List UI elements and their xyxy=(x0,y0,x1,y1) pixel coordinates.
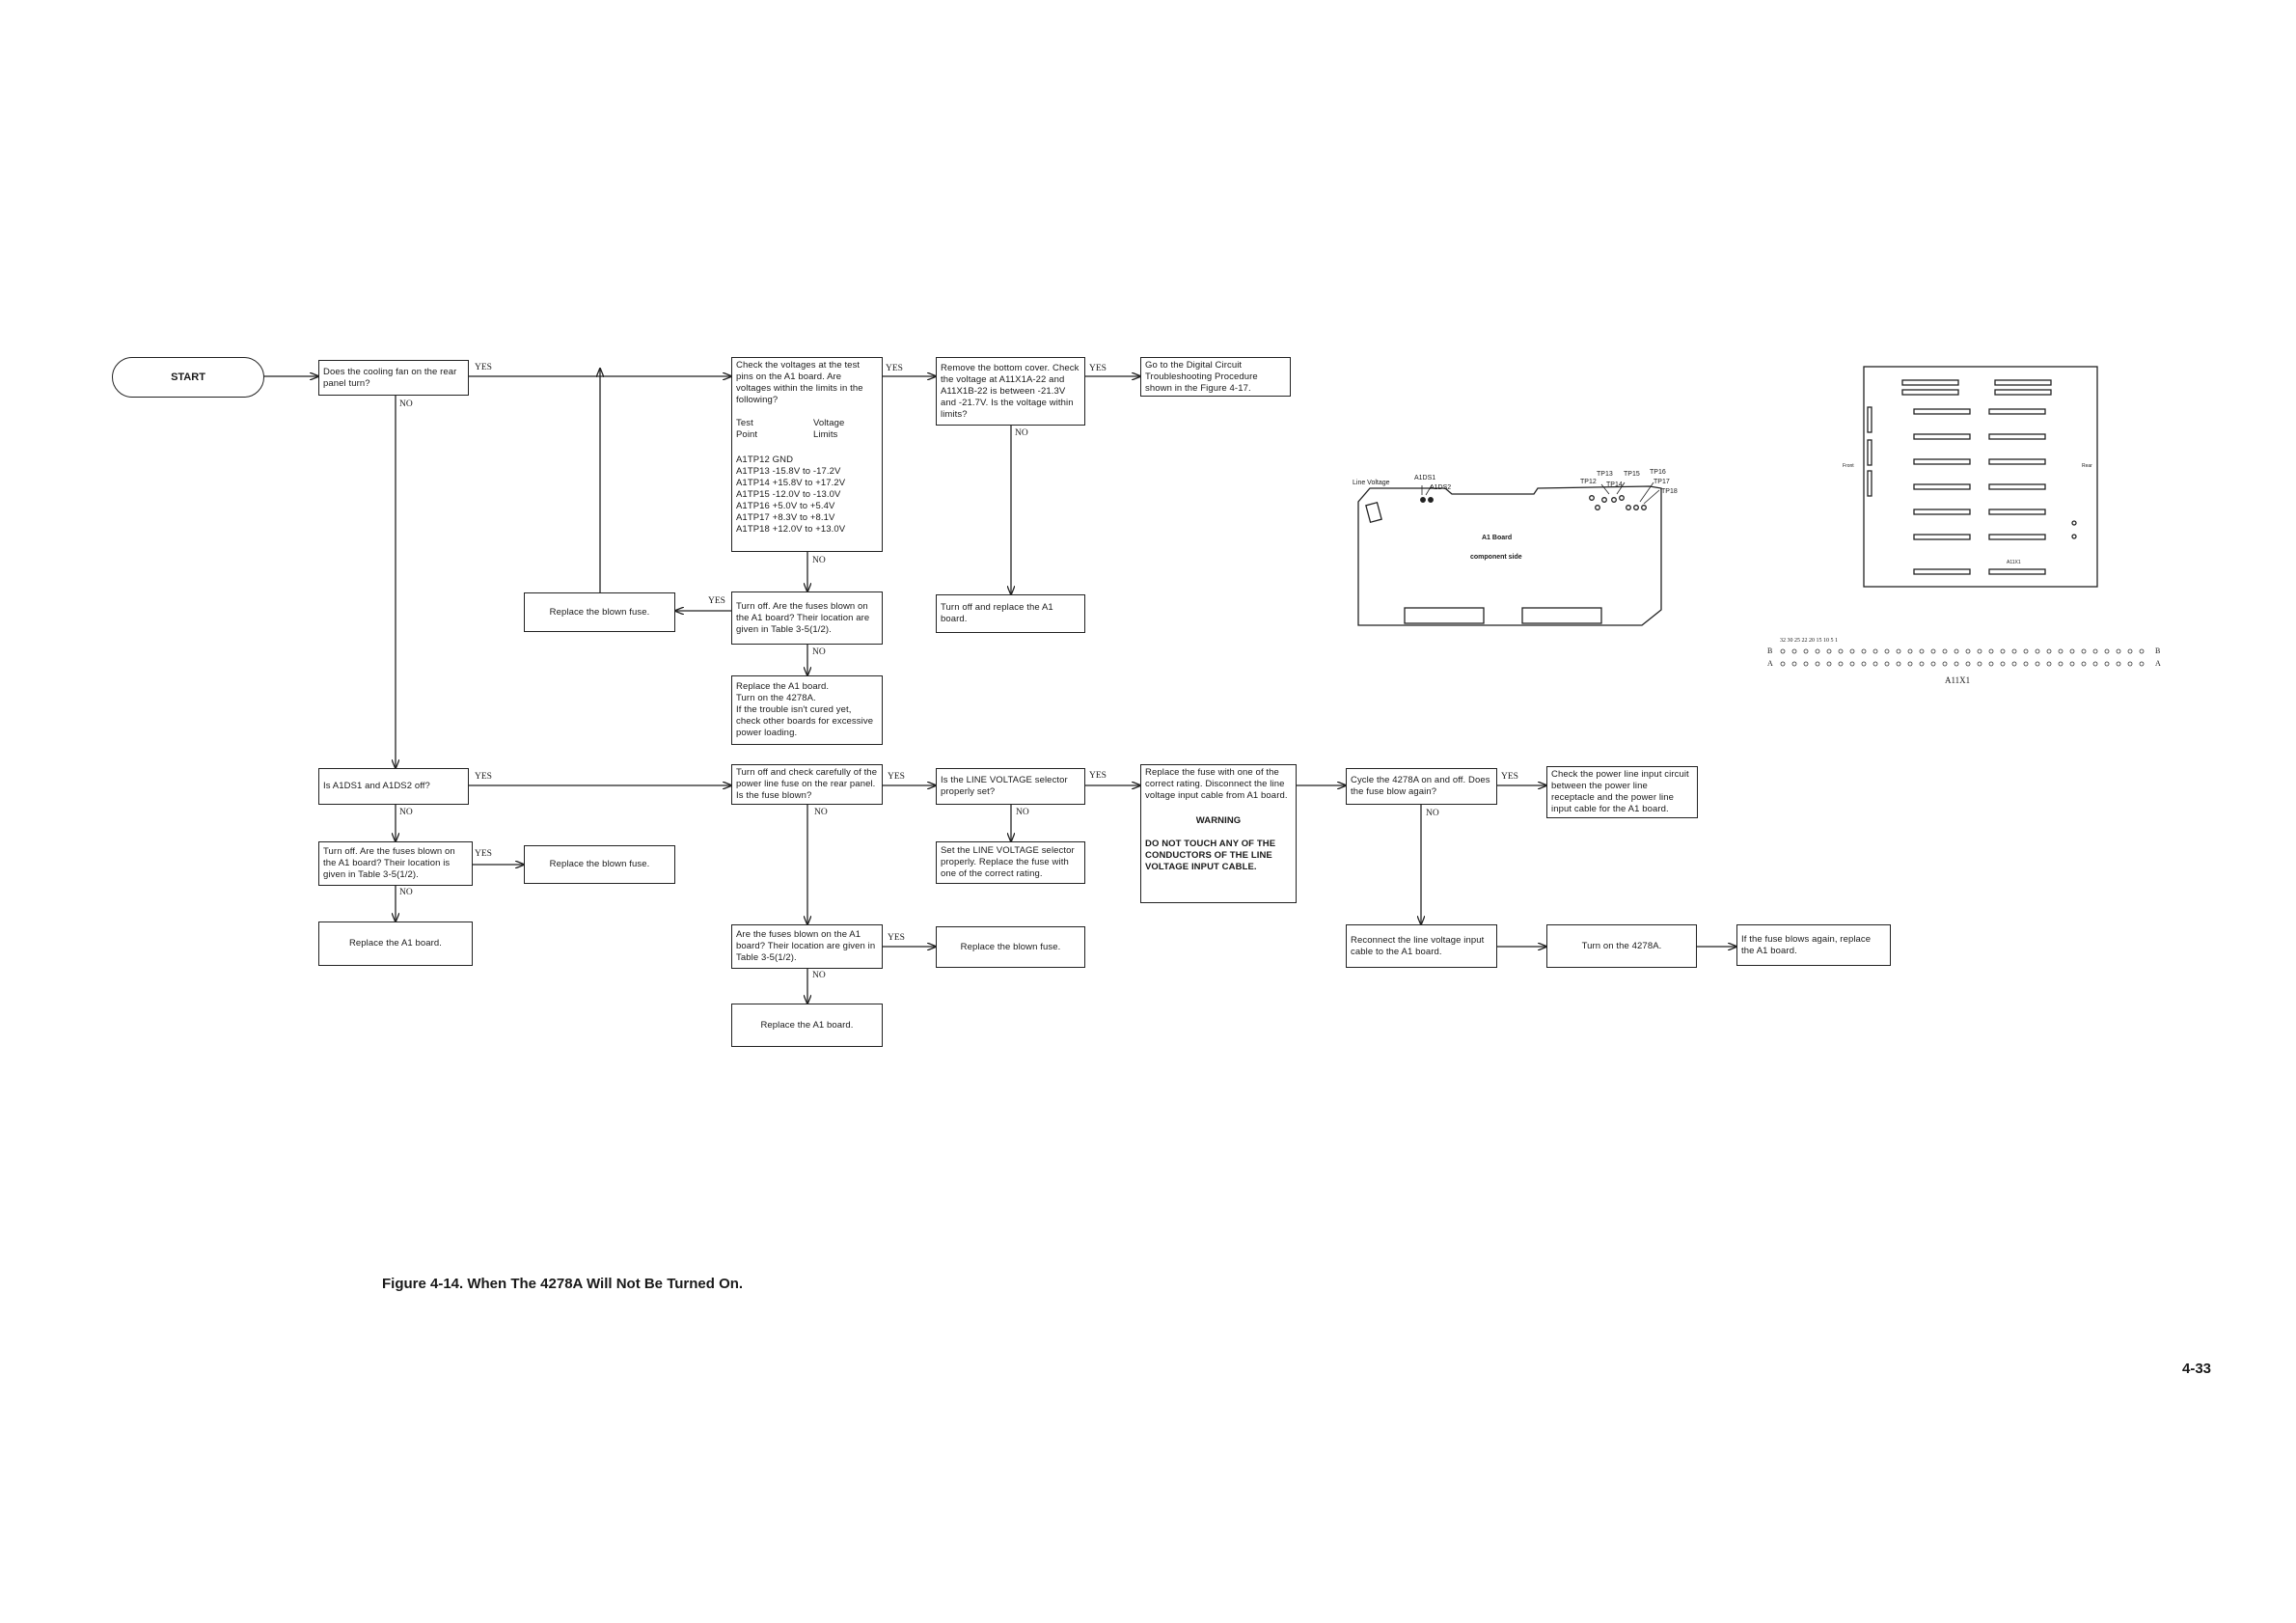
motherboard-a11x1-label: A11X1 xyxy=(2007,560,2021,565)
warning-title: WARNING xyxy=(1195,815,1242,826)
box-set-selector: Set the LINE VOLTAGE selector properly. Replace the fuse with one of the correct rating. xyxy=(936,841,1085,884)
box-goto-digital: Go to the Digital Circuit Troubleshooting Procedure shown in the Figure 4-17. xyxy=(1140,357,1291,397)
motherboard-front-label: Front xyxy=(1843,463,1854,469)
a1-tp18-label: TP18 xyxy=(1661,488,1678,495)
pin-numbers: 32 30 25 22 20 15 10 5 1 xyxy=(1780,638,1838,644)
box-turnoff-check-fuse: Turn off and check carefully of the power line fuse on the rear panel. Is the fuse blown? xyxy=(731,764,883,805)
box-replace-a1-2: Replace the A1 board. xyxy=(731,1004,883,1047)
box-blows-again: If the fuse blows again, replace the A1 board. xyxy=(1736,924,1891,966)
check-voltages-text: Check the voltages at the test pins on the A1 board. Are voltages within the limits in the following? xyxy=(736,360,863,405)
box-check-power-line: Check the power line input circuit between the power line receptacle and the power line input cable for the A1 board. xyxy=(1546,766,1698,818)
label-no: NO xyxy=(399,808,413,817)
box-fuses-blown-a1: Are the fuses blown on the A1 board? Their location are given in Table 3-5(1/2). xyxy=(731,924,883,969)
box-replace-a1-1: Replace the A1 board. xyxy=(318,922,473,966)
box-replace-fuse-2: Replace the blown fuse. xyxy=(524,845,675,884)
box-turn-on: Turn on the 4278A. xyxy=(1546,924,1697,968)
label-yes: YES xyxy=(888,772,905,782)
label-yes: YES xyxy=(708,596,725,606)
a1-tp16-label: TP16 xyxy=(1650,469,1666,476)
box-ds-question: Is A1DS1 and A1DS2 off? xyxy=(318,768,469,805)
box-replace-fuse-1: Replace the blown fuse. xyxy=(524,592,675,632)
motherboard-rear-label: Rear xyxy=(2082,463,2092,469)
box-line-selector-question: Is the LINE VOLTAGE selector properly set? xyxy=(936,768,1085,805)
motherboard-drawing xyxy=(1864,367,2097,587)
pin-row-a xyxy=(1781,662,2144,666)
box-cycle-question: Cycle the 4278A on and off. Does the fuse blow again? xyxy=(1346,768,1497,805)
a1-board-title: A1 Board xyxy=(1482,535,1513,541)
label-no: NO xyxy=(1016,808,1029,817)
figure-caption: Figure 4-14. When The 4278A Will Not Be Turned On. xyxy=(382,1276,744,1292)
a1-ds1-label: A1DS1 xyxy=(1414,475,1436,481)
label-yes: YES xyxy=(475,363,492,372)
label-no: NO xyxy=(399,399,413,409)
row-b-left-label: B xyxy=(1767,646,1773,655)
a1-tp15-label: TP15 xyxy=(1624,471,1640,478)
box-replace-a1-long: Replace the A1 board. Turn on the 4278A. If the trouble isn't cured yet, check other boards for excessive power loading. xyxy=(731,675,883,745)
box-reconnect: Reconnect the line voltage input cable to the A1 board. xyxy=(1346,924,1497,968)
label-yes: YES xyxy=(1089,771,1107,781)
label-yes: YES xyxy=(888,933,905,943)
page-number: 4-33 xyxy=(2182,1361,2212,1377)
voltage-head-test-point: Test Point xyxy=(736,418,758,440)
label-no: NO xyxy=(1426,809,1439,818)
box-replace-fuse-rating xyxy=(1140,764,1297,903)
label-no: NO xyxy=(1015,428,1028,438)
a1-ds2-label: A1DS2 xyxy=(1430,484,1452,491)
label-no: NO xyxy=(812,971,826,980)
label-yes: YES xyxy=(475,849,492,859)
box-check-voltages xyxy=(731,357,883,552)
label-no: NO xyxy=(814,808,828,817)
label-no: NO xyxy=(812,647,826,657)
label-yes: YES xyxy=(1501,772,1518,782)
box-fan-question: Does the cooling fan on the rear panel turn? xyxy=(318,360,469,396)
row-b-right-label: B xyxy=(2155,646,2161,655)
label-no: NO xyxy=(812,556,826,565)
label-no: NO xyxy=(399,888,413,897)
row-a-left-label: A xyxy=(1767,659,1773,668)
box-remove-cover: Remove the bottom cover. Check the voltage at A11X1A-22 and A11X1B-22 is between -21.3V and -21.7V. Is the voltage within limits? xyxy=(936,357,1085,426)
box-turnoff-fuses-1: Turn off. Are the fuses blown on the A1 board? Their location are given in Table 3-5(1/2). xyxy=(731,591,883,645)
voltage-head-limits: Voltage Limits xyxy=(813,418,845,440)
label-yes: YES xyxy=(475,772,492,782)
box-turnoff-replace-a1: Turn off and replace the A1 board. xyxy=(936,594,1085,633)
box-turnoff-fuses-2: Turn off. Are the fuses blown on the A1 board? Their location is given in Table 3-5(1/2). xyxy=(318,841,473,886)
replace-fuse-rating-text: Replace the fuse with one of the correct rating. Disconnect the line voltage input cable from A1 board. xyxy=(1145,767,1288,801)
pin-row-b xyxy=(1781,649,2144,653)
voltage-table-rows: A1TP12 GND A1TP13 -15.8V to -17.2V A1TP14 +15.8V to +17.2V A1TP15 -12.0V to -13.0V A1TP16 +5.0V to +5.4V A1TP17 +8.3V to +8.1V A1TP18 +12.0V to +13.0V xyxy=(736,454,846,535)
a1-tp12-label: TP12 xyxy=(1580,479,1597,485)
warning-text: DO NOT TOUCH ANY OF THE CONDUCTORS OF THE LINE VOLTAGE INPUT CABLE. xyxy=(1145,839,1276,872)
connector-pins xyxy=(1781,649,2144,666)
start-terminal: START xyxy=(112,357,264,398)
box-replace-fuse-3: Replace the blown fuse. xyxy=(936,926,1085,968)
label-yes: YES xyxy=(1089,364,1107,373)
a1-line-voltage-label: Line Voltage xyxy=(1353,480,1390,486)
a1-tp17-label: TP17 xyxy=(1654,479,1670,485)
row-a-right-label: A xyxy=(2155,659,2161,668)
a1-tp14-label: TP14 xyxy=(1606,481,1623,488)
voltage-table-header xyxy=(736,418,878,441)
label-yes: YES xyxy=(886,364,903,373)
a1-tp13-label: TP13 xyxy=(1597,471,1613,478)
a1-board-subtitle: component side xyxy=(1470,554,1522,561)
connector-label: A11X1 xyxy=(1945,675,1971,685)
